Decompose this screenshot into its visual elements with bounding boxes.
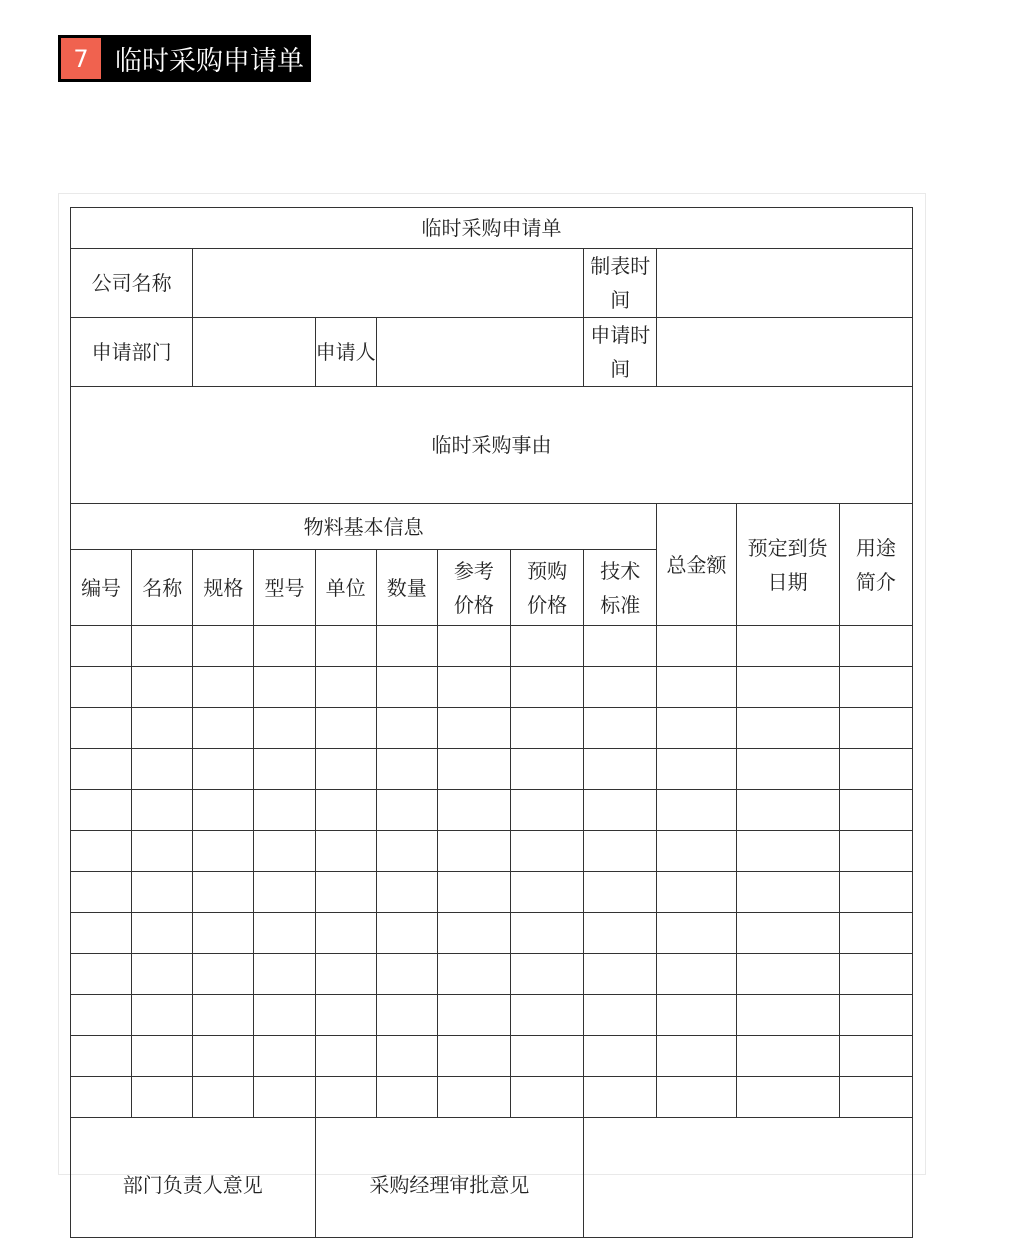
table-cell[interactable]	[315, 872, 376, 913]
table-cell[interactable]	[437, 1036, 510, 1077]
col-unit: 单位	[315, 550, 376, 626]
table-cell[interactable]	[376, 790, 437, 831]
table-cell[interactable]	[132, 626, 193, 667]
table-cell[interactable]	[437, 995, 510, 1036]
table-cell[interactable]	[315, 995, 376, 1036]
table-cell[interactable]	[657, 995, 736, 1036]
section-heading	[58, 35, 311, 82]
table-cell[interactable]	[254, 872, 315, 913]
table-cell[interactable]	[315, 790, 376, 831]
table-cell[interactable]	[839, 1077, 912, 1118]
table-cell[interactable]	[193, 872, 254, 913]
table-cell[interactable]	[736, 1077, 839, 1118]
table-cell[interactable]	[657, 954, 736, 995]
table-cell[interactable]	[315, 708, 376, 749]
table-cell[interactable]	[132, 749, 193, 790]
table-cell[interactable]	[437, 831, 510, 872]
table-cell[interactable]	[376, 831, 437, 872]
table-cell[interactable]	[254, 708, 315, 749]
col-tech-std-line1: 技术	[600, 558, 641, 583]
table-cell[interactable]	[839, 626, 912, 667]
table-cell[interactable]	[376, 995, 437, 1036]
table-cell[interactable]	[839, 913, 912, 954]
col-tech-std	[584, 550, 657, 626]
table-cell[interactable]	[584, 626, 657, 667]
table-cell[interactable]	[254, 790, 315, 831]
table-cell[interactable]	[511, 913, 584, 954]
table-cell[interactable]	[71, 1036, 132, 1077]
col-tech-std-line2: 标准	[600, 592, 641, 617]
table-cell[interactable]	[584, 749, 657, 790]
table-cell[interactable]	[511, 749, 584, 790]
col-arrival-date-line2: 日期	[767, 569, 808, 594]
section-number-badge: 7	[61, 38, 101, 79]
table-cell[interactable]	[736, 995, 839, 1036]
table-cell[interactable]	[193, 831, 254, 872]
table-cell[interactable]	[132, 831, 193, 872]
table-row	[71, 790, 913, 831]
col-ref-price	[437, 550, 510, 626]
table-cell[interactable]	[511, 995, 584, 1036]
table-cell[interactable]	[839, 954, 912, 995]
table-cell[interactable]	[584, 913, 657, 954]
table-row	[71, 626, 913, 667]
table-cell[interactable]	[315, 913, 376, 954]
table-cell[interactable]	[511, 1077, 584, 1118]
table-cell[interactable]	[839, 1036, 912, 1077]
form-title: 临时采购申请单	[71, 208, 913, 249]
table-cell[interactable]	[71, 790, 132, 831]
table-cell[interactable]	[193, 749, 254, 790]
table-cell[interactable]	[584, 1077, 657, 1118]
table-cell[interactable]	[736, 708, 839, 749]
table-cell[interactable]	[511, 708, 584, 749]
table-cell[interactable]	[437, 626, 510, 667]
table-cell[interactable]	[437, 954, 510, 995]
table-cell[interactable]	[657, 1036, 736, 1077]
table-cell[interactable]	[376, 626, 437, 667]
purchase-manager-opinion-label: 采购经理审批意见	[369, 1172, 530, 1197]
table-row	[71, 1077, 913, 1118]
table-cell[interactable]	[511, 831, 584, 872]
dept-head-opinion-cell[interactable]	[71, 1118, 316, 1238]
table-cell[interactable]	[511, 872, 584, 913]
table-row	[71, 872, 913, 913]
table-cell[interactable]	[657, 1077, 736, 1118]
col-name: 名称	[132, 550, 193, 626]
purchase-reason-label: 临时采购事由	[431, 433, 552, 457]
col-purpose	[839, 504, 912, 626]
col-model: 型号	[254, 550, 315, 626]
table-cell[interactable]	[839, 749, 912, 790]
material-info-label: 物料基本信息	[71, 504, 657, 550]
table-cell[interactable]	[736, 1036, 839, 1077]
dept-head-opinion-label: 部门负责人意见	[122, 1172, 263, 1197]
table-row	[71, 749, 913, 790]
table-cell[interactable]	[657, 708, 736, 749]
table-cell[interactable]	[511, 1036, 584, 1077]
table-cell[interactable]	[584, 995, 657, 1036]
table-cell[interactable]	[193, 954, 254, 995]
table-cell[interactable]	[437, 708, 510, 749]
table-cell[interactable]	[657, 626, 736, 667]
table-cell[interactable]	[254, 667, 315, 708]
table-cell[interactable]	[376, 667, 437, 708]
table-cell[interactable]	[736, 913, 839, 954]
company-name-field[interactable]	[193, 249, 584, 318]
table-cell[interactable]	[71, 708, 132, 749]
table-cell[interactable]	[437, 913, 510, 954]
applicant-field[interactable]	[376, 318, 583, 387]
col-number: 编号	[71, 550, 132, 626]
col-spec: 规格	[193, 550, 254, 626]
table-cell[interactable]	[839, 831, 912, 872]
table-cell[interactable]	[839, 790, 912, 831]
table-cell[interactable]	[376, 708, 437, 749]
table-cell[interactable]	[71, 872, 132, 913]
table-cell[interactable]	[657, 872, 736, 913]
table-cell[interactable]	[315, 1077, 376, 1118]
col-ref-price-line1: 参考	[453, 558, 494, 583]
table-cell[interactable]	[376, 1036, 437, 1077]
table-cell[interactable]	[132, 1036, 193, 1077]
table-cell[interactable]	[736, 749, 839, 790]
purchase-reason-cell[interactable]	[71, 387, 913, 504]
department-field[interactable]	[193, 318, 315, 387]
table-cell[interactable]	[839, 872, 912, 913]
purchase-manager-opinion-cell[interactable]	[315, 1118, 584, 1238]
table-cell[interactable]	[132, 954, 193, 995]
table-cell[interactable]	[254, 995, 315, 1036]
table-cell[interactable]	[511, 790, 584, 831]
purchase-request-form	[70, 207, 913, 1238]
col-purpose-line2: 简介	[855, 569, 896, 594]
table-cell[interactable]	[437, 1077, 510, 1118]
table-cell[interactable]	[254, 954, 315, 995]
table-cell[interactable]	[254, 831, 315, 872]
col-arrival-date	[736, 504, 839, 626]
table-cell[interactable]	[437, 872, 510, 913]
table-cell[interactable]	[132, 667, 193, 708]
table-cell[interactable]	[132, 1077, 193, 1118]
table-row	[71, 995, 913, 1036]
apply-time-field[interactable]	[657, 318, 913, 387]
table-cell[interactable]	[839, 667, 912, 708]
table-cell[interactable]	[437, 790, 510, 831]
table-cell[interactable]	[71, 913, 132, 954]
table-cell[interactable]	[315, 749, 376, 790]
table-cell[interactable]	[736, 872, 839, 913]
table-cell[interactable]	[193, 708, 254, 749]
table-cell[interactable]	[315, 1036, 376, 1077]
table-cell[interactable]	[132, 995, 193, 1036]
table-row	[71, 708, 913, 749]
table-cell[interactable]	[376, 954, 437, 995]
applicant-label: 申请人	[315, 318, 376, 387]
table-cell[interactable]	[254, 913, 315, 954]
table-cell[interactable]	[376, 1077, 437, 1118]
extra-opinion-cell[interactable]	[584, 1118, 913, 1238]
prepared-time-label: 制表时间	[584, 249, 657, 318]
table-cell[interactable]	[71, 954, 132, 995]
table-cell[interactable]	[736, 790, 839, 831]
apply-time-label: 申请时间	[584, 318, 657, 387]
col-pre-price-line1: 预购	[527, 558, 568, 583]
table-cell[interactable]	[584, 954, 657, 995]
table-cell[interactable]	[254, 749, 315, 790]
table-cell[interactable]	[315, 626, 376, 667]
table-cell[interactable]	[657, 913, 736, 954]
table-cell[interactable]	[193, 790, 254, 831]
table-cell[interactable]	[584, 708, 657, 749]
table-cell[interactable]	[254, 1077, 315, 1118]
table-cell[interactable]	[584, 790, 657, 831]
table-cell[interactable]	[437, 749, 510, 790]
table-cell[interactable]	[193, 1077, 254, 1118]
col-pre-price-line2: 价格	[527, 592, 568, 617]
table-cell[interactable]	[254, 626, 315, 667]
table-cell[interactable]	[315, 954, 376, 995]
table-cell[interactable]	[736, 831, 839, 872]
table-cell[interactable]	[71, 1077, 132, 1118]
table-cell[interactable]	[193, 626, 254, 667]
table-cell[interactable]	[736, 626, 839, 667]
table-row	[71, 954, 913, 995]
table-cell[interactable]	[132, 913, 193, 954]
col-arrival-date-line1: 预定到货	[747, 535, 828, 560]
section-title: 临时采购申请单	[115, 46, 304, 77]
table-cell[interactable]	[657, 790, 736, 831]
table-cell[interactable]	[193, 667, 254, 708]
department-label: 申请部门	[71, 318, 193, 387]
col-purpose-line1: 用途	[855, 535, 896, 560]
table-cell[interactable]	[71, 626, 132, 667]
table-cell[interactable]	[132, 708, 193, 749]
table-cell[interactable]	[376, 872, 437, 913]
table-row	[71, 831, 913, 872]
table-cell[interactable]	[193, 995, 254, 1036]
table-cell[interactable]	[132, 790, 193, 831]
table-cell[interactable]	[839, 995, 912, 1036]
table-cell[interactable]	[736, 667, 839, 708]
table-cell[interactable]	[376, 913, 437, 954]
table-cell[interactable]	[132, 872, 193, 913]
table-row	[71, 667, 913, 708]
table-cell[interactable]	[584, 1036, 657, 1077]
table-cell[interactable]	[511, 954, 584, 995]
prepared-time-field[interactable]	[657, 249, 913, 318]
table-cell[interactable]	[315, 831, 376, 872]
table-cell[interactable]	[376, 749, 437, 790]
col-total-amount: 总金额	[657, 504, 736, 626]
table-cell[interactable]	[193, 913, 254, 954]
table-cell[interactable]	[71, 749, 132, 790]
table-cell[interactable]	[193, 1036, 254, 1077]
table-row	[71, 913, 913, 954]
table-cell[interactable]	[657, 749, 736, 790]
table-cell[interactable]	[839, 708, 912, 749]
company-name-label: 公司名称	[71, 249, 193, 318]
col-ref-price-line2: 价格	[453, 592, 494, 617]
table-cell[interactable]	[584, 667, 657, 708]
table-cell[interactable]	[584, 872, 657, 913]
table-cell[interactable]	[511, 626, 584, 667]
table-cell[interactable]	[511, 667, 584, 708]
table-cell[interactable]	[315, 667, 376, 708]
table-cell[interactable]	[71, 831, 132, 872]
table-cell[interactable]	[584, 831, 657, 872]
table-row	[71, 1036, 913, 1077]
table-cell[interactable]	[71, 995, 132, 1036]
col-quantity: 数量	[376, 550, 437, 626]
table-cell[interactable]	[71, 667, 132, 708]
table-cell[interactable]	[657, 831, 736, 872]
table-cell[interactable]	[736, 954, 839, 995]
table-cell[interactable]	[657, 667, 736, 708]
table-cell[interactable]	[437, 667, 510, 708]
col-pre-price	[511, 550, 584, 626]
table-cell[interactable]	[254, 1036, 315, 1077]
